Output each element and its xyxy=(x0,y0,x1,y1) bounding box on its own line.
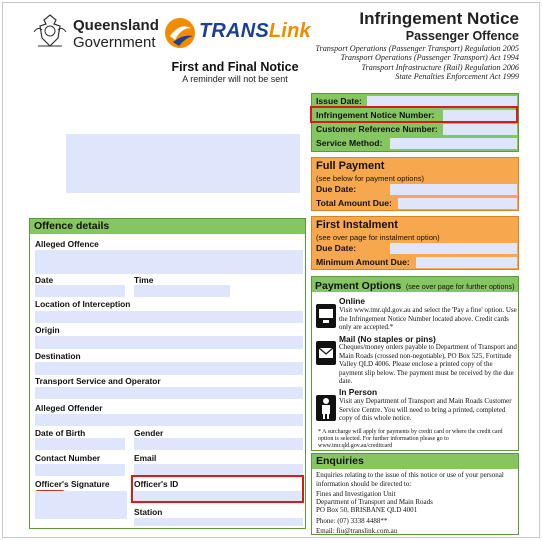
regulation-line: Transport Infrastructure (Rail) Regulation 2006 xyxy=(361,62,519,72)
officer-id-highlight xyxy=(131,475,304,503)
translink-wordmark xyxy=(199,20,311,43)
officer-id-label: Officer's ID xyxy=(134,479,179,489)
due-date-label: Due Date: xyxy=(316,184,357,194)
notice-number-highlight xyxy=(310,106,518,123)
offence-details-panel xyxy=(29,218,306,529)
destination-field[interactable] xyxy=(35,362,303,375)
destination-label: Destination xyxy=(35,351,81,361)
full-payment-title: Full Payment xyxy=(316,160,385,172)
service-method-label: Service Method: xyxy=(316,138,383,148)
gender-label: Gender xyxy=(134,428,164,438)
first-final-notice: First and Final Notice xyxy=(171,60,299,74)
instalment-due-date-field[interactable] xyxy=(390,243,517,254)
station-label: Station xyxy=(134,507,163,517)
payment-options-subtitle: (see over page for further options) xyxy=(405,282,515,291)
translink-wordmark-link: Link xyxy=(268,20,311,42)
enquiries-dept: Department of Transport and Main Roads xyxy=(316,498,433,506)
online-title: Online xyxy=(339,296,366,306)
regulation-line: State Penalties Enforcement Act 1999 xyxy=(395,71,519,81)
alleged-offender-field[interactable] xyxy=(35,414,303,426)
location-label: Location of Interception xyxy=(35,299,131,309)
enquiries-header: Enquiries xyxy=(312,454,518,469)
regulation-line: Transport Operations (Passenger Transport) Act 1994 xyxy=(340,53,519,63)
first-instalment-box xyxy=(311,216,519,270)
min-amount-field[interactable] xyxy=(416,257,517,268)
in-person-title: In Person xyxy=(339,387,378,397)
location-field[interactable] xyxy=(35,311,303,323)
contact-label: Contact Number xyxy=(35,453,101,463)
time-label: Time xyxy=(134,275,154,285)
mail-icon xyxy=(316,341,336,365)
alleged-offence-field[interactable] xyxy=(35,250,303,274)
online-body: Visit www.tmr.qld.gov.au and select the 'Pay a fine' option. Use the Infringement Notice Number located above. Credit cards only are accepted.* xyxy=(339,306,517,332)
enquiries-panel xyxy=(311,453,519,535)
date-label: Date xyxy=(35,275,54,285)
payment-options-header xyxy=(312,277,518,292)
officer-signature-label: Officer's Signature xyxy=(35,479,110,489)
qld-name: Queensland xyxy=(73,17,159,34)
translink-logo-icon xyxy=(163,16,197,50)
address-field[interactable] xyxy=(66,134,300,193)
station-field[interactable] xyxy=(134,518,303,526)
enquiries-email[interactable]: Email: fiu@translink.com.au xyxy=(316,527,398,535)
min-amount-label: Minimum Amount Due: xyxy=(316,257,410,267)
qld-gov: Government xyxy=(73,34,156,51)
first-instalment-note: (see over page for instalment option) xyxy=(316,233,440,242)
mail-title: Mail (No staples or pins) xyxy=(339,334,436,344)
dob-label: Date of Birth xyxy=(35,428,86,438)
transport-service-label: Transport Service and Operator xyxy=(35,376,161,386)
payment-options-title: Payment Options xyxy=(315,280,402,292)
dob-field[interactable] xyxy=(35,438,125,450)
enquiries-phone: Phone: (07) 3338 4488** xyxy=(316,517,388,525)
in-person-icon xyxy=(316,395,336,421)
alleged-offender-label: Alleged Offender xyxy=(35,403,103,413)
offence-details-header: Offence details xyxy=(30,219,305,234)
email-label: Email xyxy=(134,453,157,463)
contact-field[interactable] xyxy=(35,464,125,476)
transport-service-field[interactable] xyxy=(35,387,303,399)
gender-field[interactable] xyxy=(134,438,303,450)
notice-subtitle: Passenger Offence xyxy=(405,29,519,43)
customer-ref-field[interactable] xyxy=(443,124,517,135)
due-date-field[interactable] xyxy=(390,184,517,195)
reminder-text: A reminder will not be sent xyxy=(182,74,288,84)
issue-date-label: Issue Date: xyxy=(316,96,362,106)
translink-wordmark-trans: TRANS xyxy=(199,20,269,42)
enquiries-unit: Fines and Investigation Unit xyxy=(316,490,396,498)
notice-number-label: Infringement Notice Number: xyxy=(316,110,435,120)
full-payment-box xyxy=(311,157,519,211)
instalment-due-date-label: Due Date: xyxy=(316,243,357,253)
service-method-field[interactable] xyxy=(390,138,517,149)
origin-label: Origin xyxy=(35,325,60,335)
surcharge-note: * A surcharge will apply for payments by credit card or where the credit card option is selected. For further information please go to www.tmr.qld.gov.au/creditcard xyxy=(318,429,503,449)
regulation-line: Transport Operations (Passenger Transport) Regulation 2005 xyxy=(315,44,519,53)
enquiries-intro: Enquiries relating to the issue of this notice or use of your personal information should be directed to: xyxy=(316,471,504,488)
time-field[interactable] xyxy=(134,285,230,297)
total-amount-field[interactable] xyxy=(398,198,517,209)
total-amount-label: Total Amount Due: xyxy=(316,198,392,208)
enquiries-address: PO Box 50, BRISBANE QLD 4001 xyxy=(316,506,418,514)
mail-body: Cheques/money orders payable to Department of Transport and Main Roads (crossed non-negotiable), PO Box 525, Fortitude Valley QLD 4006. Please enclose a printed copy of the payment slip below. The payment must be received by the due date. xyxy=(339,343,517,386)
alleged-offence-label: Alleged Offence xyxy=(35,239,99,249)
online-icon xyxy=(316,304,336,328)
officer-signature-field[interactable] xyxy=(35,491,127,519)
qld-crest-icon xyxy=(30,12,70,52)
first-instalment-title: First Instalment xyxy=(316,219,398,231)
payment-options-panel xyxy=(311,276,519,451)
notice-title: Infringement Notice xyxy=(359,9,519,28)
date-field[interactable] xyxy=(35,285,125,297)
regulations-list xyxy=(289,44,519,81)
in-person-body: Visit any Department of Transport and Main Roads Customer Service Centre. You will need to bring a printed, completed copy of this whole notice. xyxy=(339,397,512,423)
full-payment-note: (see below for payment options) xyxy=(316,174,425,183)
origin-field[interactable] xyxy=(35,336,303,349)
customer-ref-label: Customer Reference Number: xyxy=(316,124,438,134)
